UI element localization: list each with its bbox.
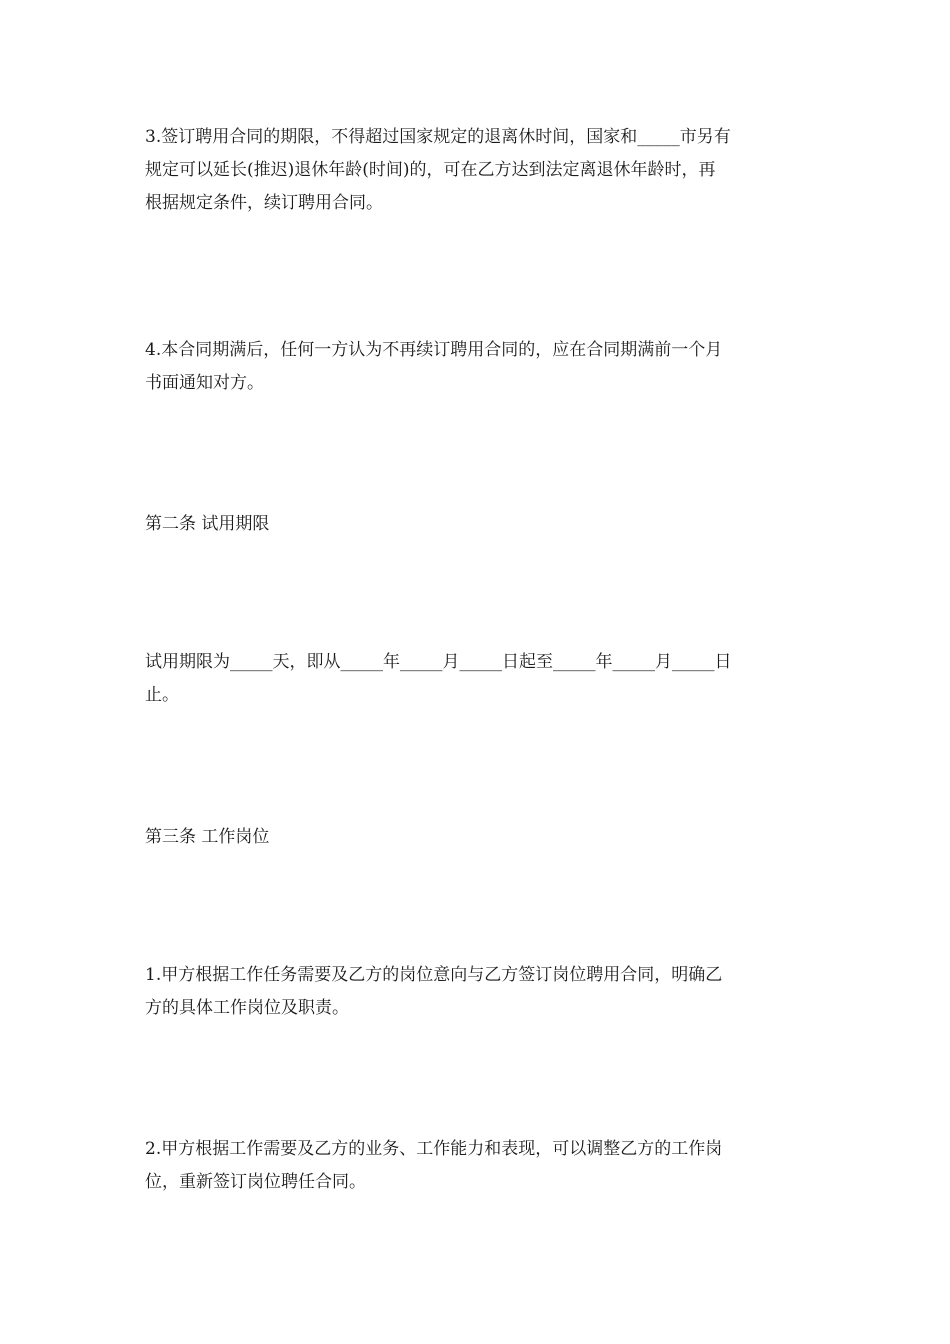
- paragraph-contract-term-item-3: [145, 121, 807, 220]
- text-line: 试用期限为_____天，即从_____年_____月_____日起至_____年_____月_____日: [145, 652, 732, 672]
- text-line: 1.甲方根据工作任务需要及乙方的岗位意向与乙方签订岗位聘用合同，明确乙: [145, 965, 723, 985]
- paragraph-work-position-item-1: [145, 959, 807, 1025]
- text-line: 4.本合同期满后，任何一方认为不再续订聘用合同的，应在合同期满前一个月: [145, 340, 723, 360]
- article-2-heading: 第二条 试用期限: [145, 514, 270, 534]
- paragraph-work-position-item-2: [145, 1133, 807, 1199]
- text-line: 根据规定条件，续订聘用合同。: [145, 193, 383, 213]
- text-line: 止。: [145, 685, 179, 705]
- paragraph-probation-period: [145, 646, 807, 712]
- text-line: 位，重新签订岗位聘任合同。: [145, 1172, 366, 1192]
- text-line: 2.甲方根据工作需要及乙方的业务、工作能力和表现，可以调整乙方的工作岗: [145, 1139, 723, 1159]
- article-3-heading: 第三条 工作岗位: [145, 827, 270, 847]
- text-line: 方的具体工作岗位及职责。: [145, 998, 349, 1018]
- text-line: 3.签订聘用合同的期限，不得超过国家规定的退离休时间，国家和_____市另有: [145, 127, 731, 147]
- text-line: 规定可以延长(推迟)退休年龄(时间)的，可在乙方达到法定离退休年龄时，再: [145, 160, 716, 180]
- paragraph-contract-term-item-4: [145, 334, 807, 400]
- text-line: 书面通知对方。: [145, 373, 264, 393]
